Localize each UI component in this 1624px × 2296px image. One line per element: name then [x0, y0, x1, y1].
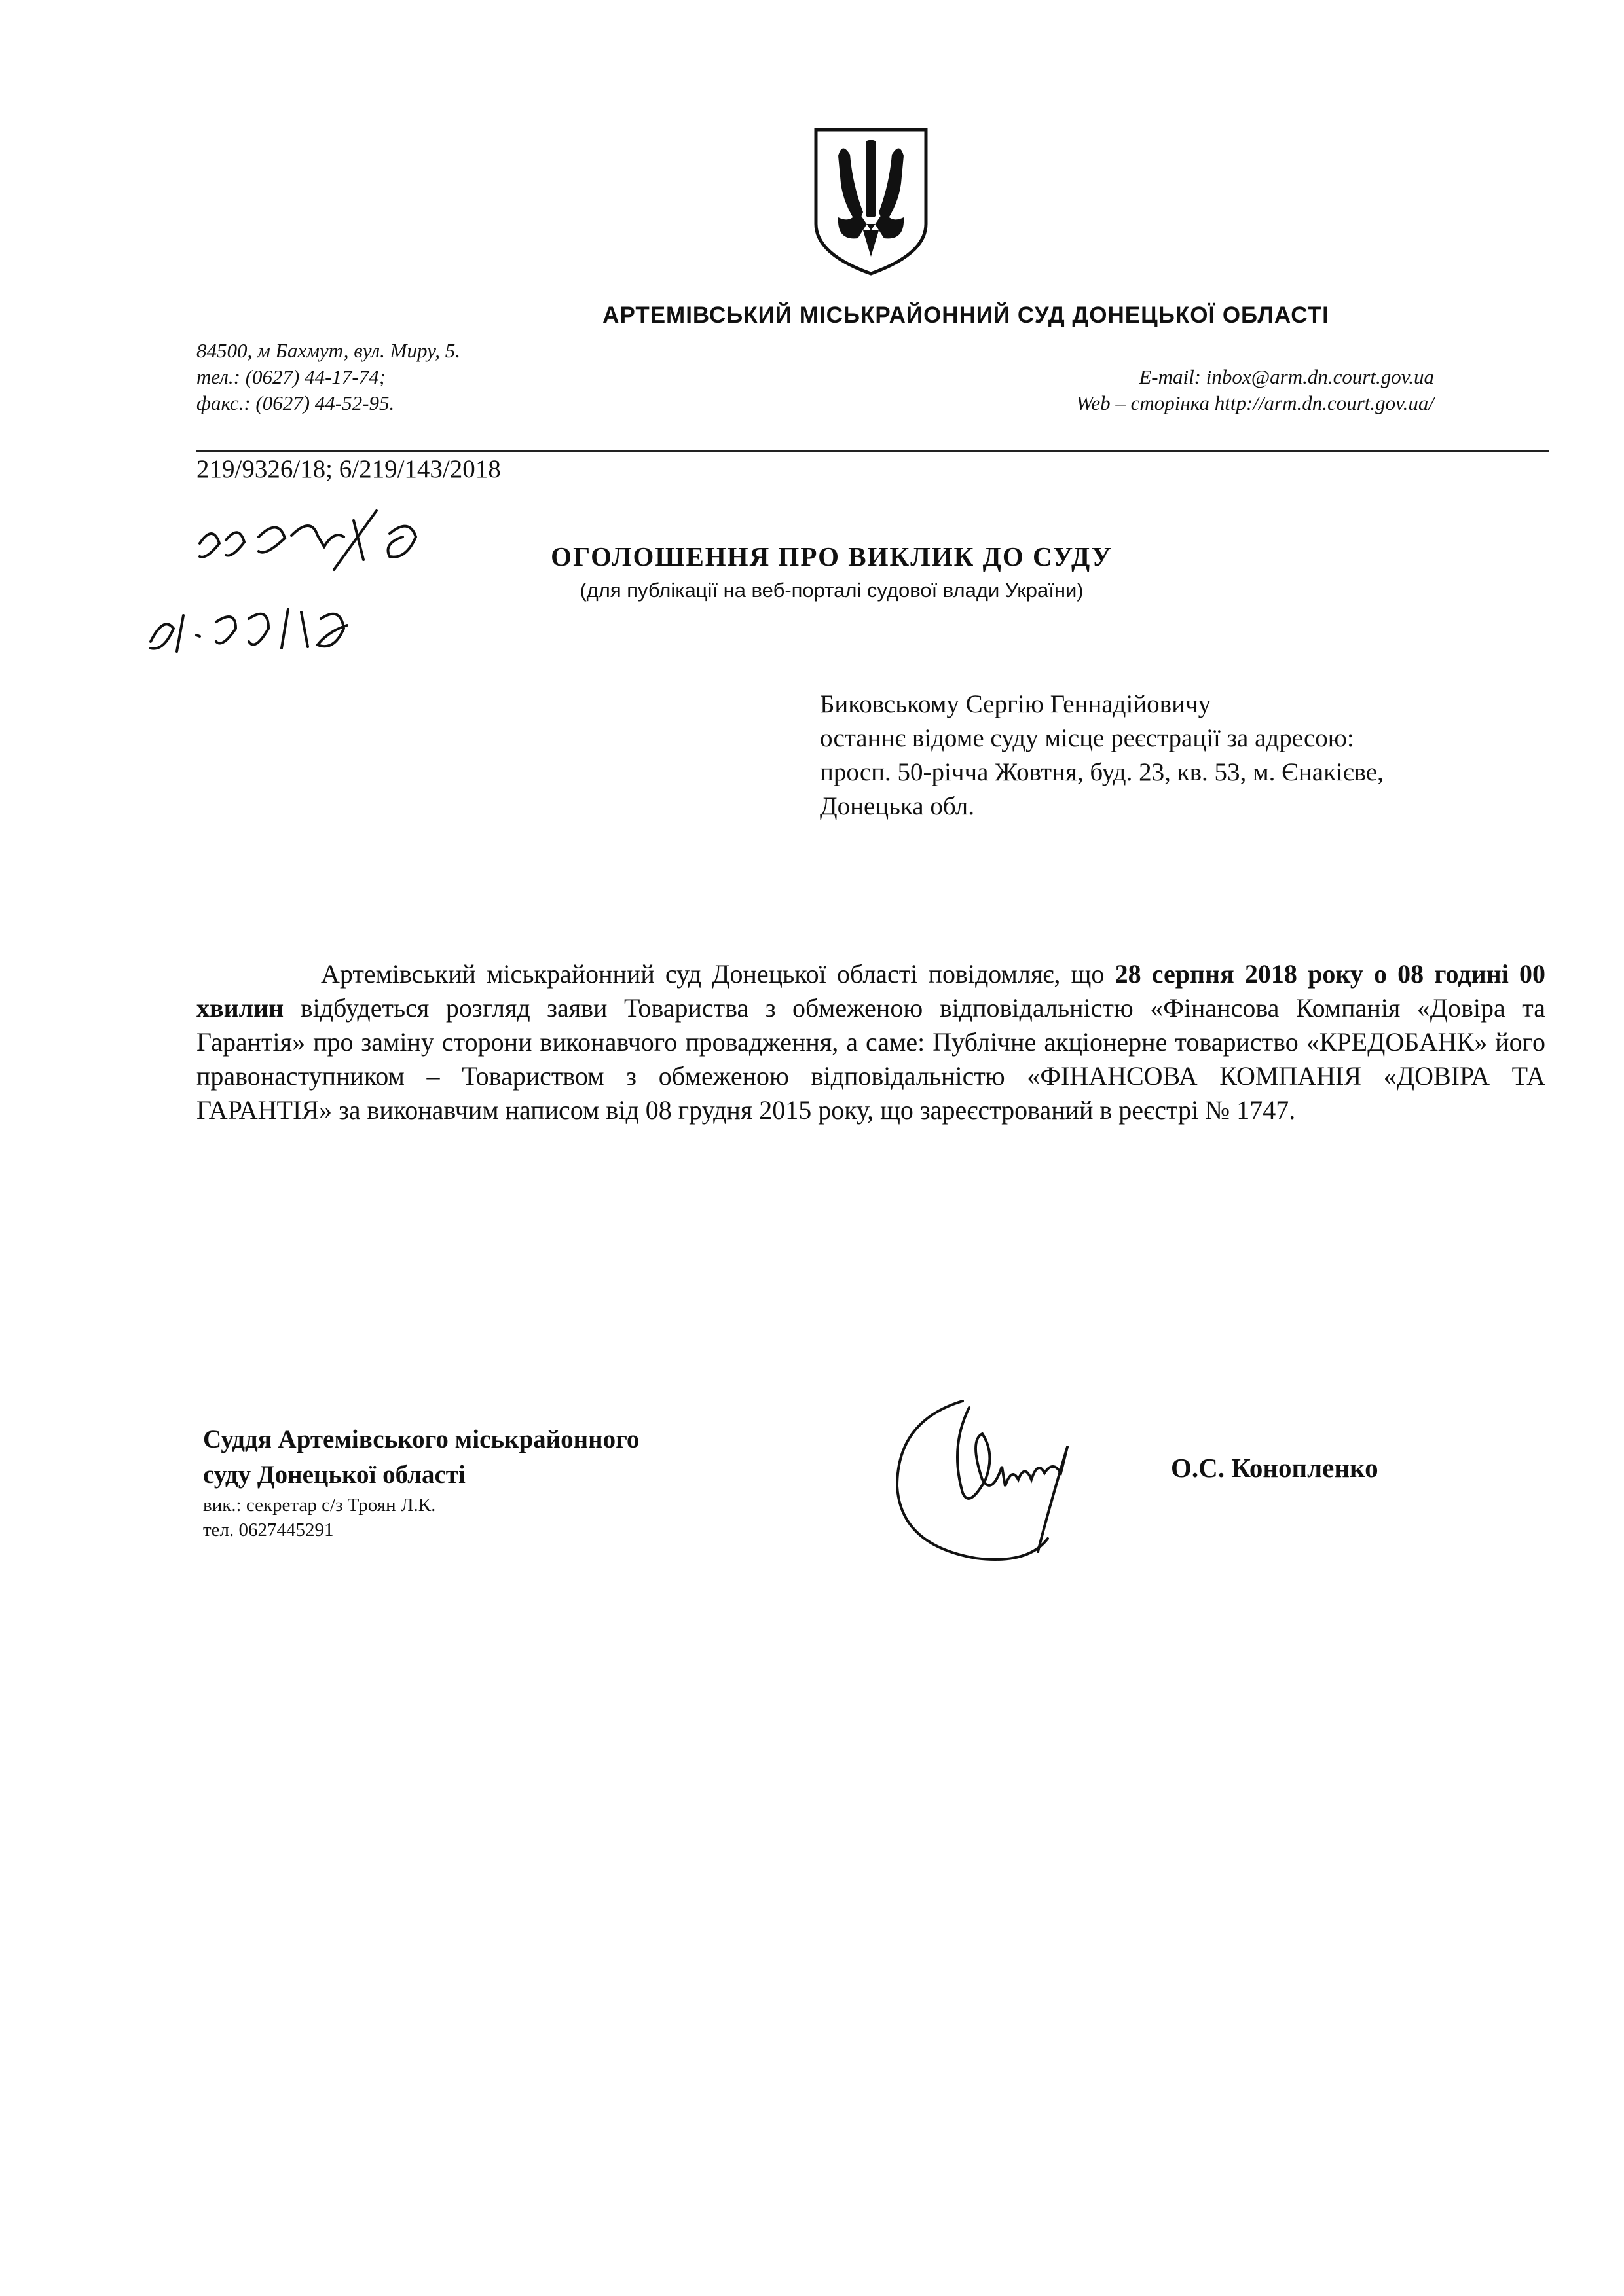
recipient-address-line: просп. 50-річча Жовтня, буд. 23, кв. 53, м. Єнакієве, [820, 758, 1384, 786]
case-numbers: 219/9326/18; 6/219/143/2018 [196, 455, 501, 483]
judge-signature [871, 1381, 1120, 1571]
recipient-name: Биковському Сергію Геннадійовичу [820, 690, 1211, 718]
hearing-datetime: 28 серпня 2018 року о 08 годині 00 хвилин [196, 959, 1545, 1023]
court-contacts [1076, 364, 1434, 416]
notice-body [196, 957, 1545, 1127]
court-email: E-mail: inbox@arm.dn.court.gov.ua [1139, 365, 1434, 388]
judge-block [203, 1422, 639, 1542]
judge-title: суду Донецької області [203, 1461, 466, 1489]
executor-phone: тел. 0627445291 [203, 1520, 334, 1540]
court-address-block [196, 338, 460, 416]
header-divider [196, 450, 1549, 452]
document-title: ОГОЛОШЕННЯ ПРО ВИКЛИК ДО СУДУ [551, 541, 1113, 572]
body-text-part: Артемівський міськрайонний суд Донецької області повідомляє, що [321, 959, 1115, 989]
court-website: Web – сторінка http://arm.dn.court.gov.ua/ [1076, 392, 1434, 414]
court-name: АРТЕМІВСЬКИЙ МІСЬКРАЙОННИЙ СУД ДОНЕЦЬКОЇ ОБЛАСТІ [602, 302, 1329, 328]
judge-name: О.С. Коноплeнко [1171, 1453, 1378, 1483]
judge-title: Суддя Артемівського міськрайонного [203, 1425, 640, 1453]
coat-of-arms-icon [812, 126, 930, 278]
recipient-address-line: останнє відоме суду місце реєстрації за адресою: [820, 724, 1354, 752]
court-phone: тел.: (0627) 44-17-74; [196, 365, 386, 388]
executor: вик.: секретар с/з Троян Л.К. [203, 1495, 436, 1516]
court-address: 84500, м Бахмут, вул. Миру, 5. [196, 339, 461, 362]
document-subtitle: (для публікації на веб-порталі судової влади України) [580, 579, 1084, 602]
recipient-address-line: Донецька обл. [820, 792, 974, 820]
body-text-part: відбудеться розгляд заяви Товариства з обмеженою відповідальністю «Фінансова Компанія «Довіра та Гарантія» про заміну сторони виконавчого провадження, а саме: Публічне акціонерне товариство «КРЕДОБАНК» його правонаступником – Товариством з обмеженою відповідальністю «ФІНАНСОВА КОМПАНІЯ «ДОВІРА ТА ГАРАНТІЯ» за виконавчим написом від 08 грудня 2015 року, що зареєстрований в реєстрі № 1747. [196, 993, 1545, 1125]
court-fax: факс.: (0627) 44-52-95. [196, 392, 395, 414]
recipient-block [820, 687, 1384, 824]
